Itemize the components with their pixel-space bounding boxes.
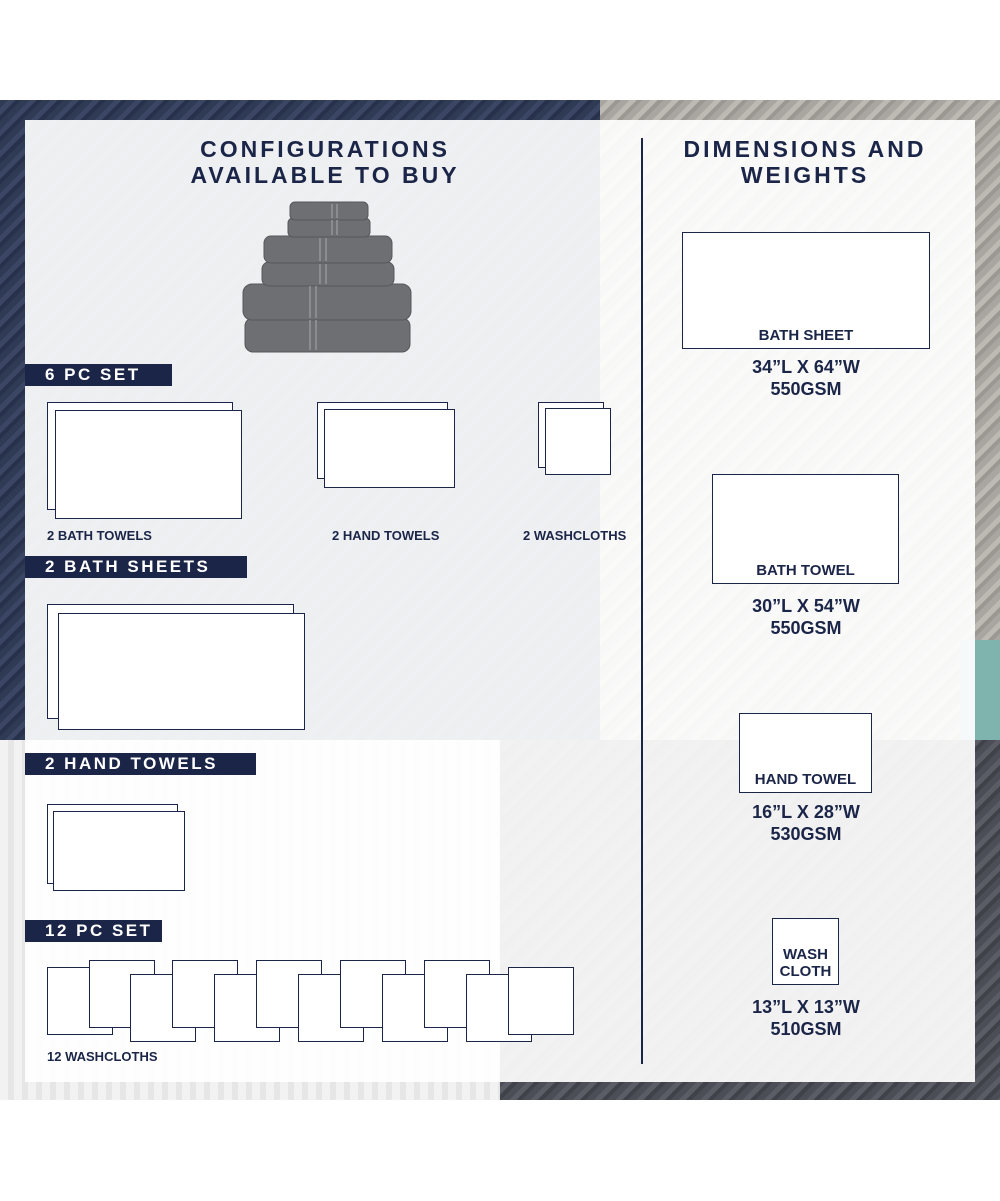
config-caption: 12 WASHCLOTHS <box>47 1049 158 1064</box>
dimension-weight: 530GSM <box>770 824 842 844</box>
config-label-6pc: 6 PC SET <box>25 364 172 386</box>
bath-towel-specs <box>656 595 956 639</box>
washcloth-specs <box>656 996 956 1040</box>
dimension-weight: 550GSM <box>770 379 842 399</box>
config-caption: 2 BATH TOWELS <box>47 528 152 543</box>
hand-towel-outline <box>53 811 185 891</box>
dimension-name: HAND TOWEL <box>754 771 857 788</box>
bath-sheet-outline <box>58 613 305 730</box>
column-divider <box>641 138 643 1064</box>
heading-line: CONFIGURATIONS <box>200 136 450 162</box>
washcloth-diagram <box>772 918 839 985</box>
config-label-12pc: 12 PC SET <box>25 920 162 942</box>
dimension-size: 13”L X 13”W <box>752 997 860 1017</box>
bath-towel-outline <box>55 410 242 519</box>
towel-stack-image <box>240 200 415 355</box>
dimension-name: BATH TOWEL <box>756 562 855 579</box>
dimension-name <box>780 946 832 984</box>
washcloth-outline <box>545 408 611 475</box>
bath-towel-diagram <box>712 474 899 584</box>
dimension-size: 34”L X 64”W <box>752 357 860 377</box>
heading-line: DIMENSIONS AND <box>683 136 927 162</box>
hand-towel-specs <box>656 801 956 845</box>
bath-sheet-specs <box>656 356 956 400</box>
config-label-bath-sheets: 2 BATH SHEETS <box>25 556 247 578</box>
dimensions-heading <box>655 136 955 188</box>
configurations-heading <box>125 136 525 188</box>
bath-sheet-diagram <box>682 232 930 349</box>
config-caption: 2 WASHCLOTHS <box>523 528 627 543</box>
dimension-name-line: WASH <box>782 946 828 963</box>
washcloth-outline <box>508 967 574 1035</box>
dimension-name-line: CLOTH <box>779 963 832 980</box>
dimension-size: 30”L X 54”W <box>752 596 860 616</box>
hand-towel-outline <box>324 409 455 488</box>
dimension-size: 16”L X 28”W <box>752 802 860 822</box>
config-caption: 2 HAND TOWELS <box>332 528 440 543</box>
heading-line: WEIGHTS <box>740 162 870 188</box>
config-label-hand-towels: 2 HAND TOWELS <box>25 753 256 775</box>
hand-towel-diagram <box>739 713 872 793</box>
dimension-weight: 510GSM <box>770 1019 842 1039</box>
heading-line: AVAILABLE TO BUY <box>190 162 460 188</box>
dimension-name: BATH SHEET <box>758 327 854 344</box>
dimension-weight: 550GSM <box>770 618 842 638</box>
